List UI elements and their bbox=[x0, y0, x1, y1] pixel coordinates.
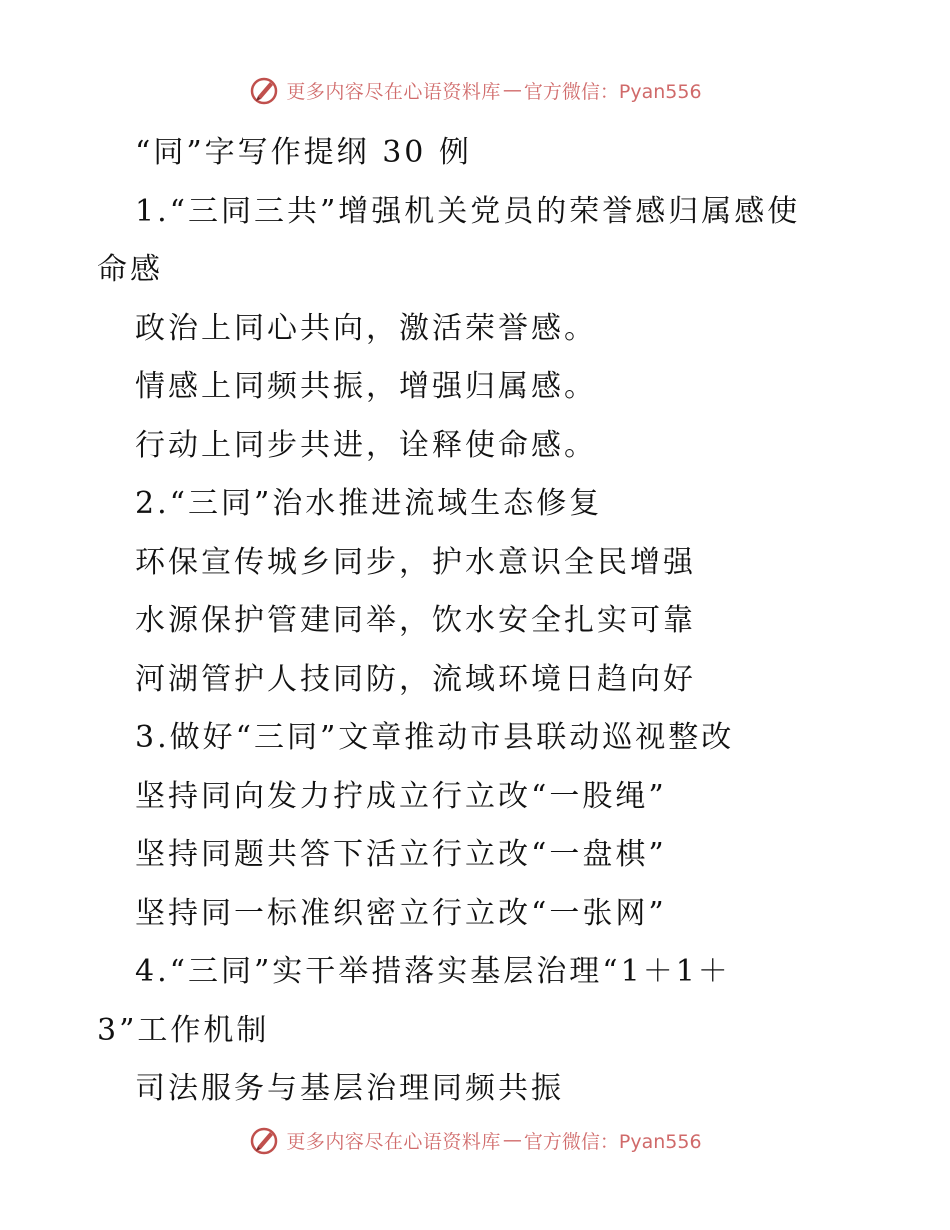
pen-logo-icon bbox=[248, 74, 280, 106]
footer-watermark bbox=[0, 1120, 950, 1160]
pen-logo-icon bbox=[248, 1124, 280, 1156]
document-body bbox=[97, 124, 867, 1119]
section-heading-1-continued: 命感 bbox=[97, 252, 163, 287]
outline-point: 坚持同一标准织密立行立改“一张网” bbox=[135, 895, 667, 931]
watermark-dash: — bbox=[502, 1129, 522, 1151]
watermark-contact: 官方微信：Pyan556 bbox=[523, 80, 702, 103]
section-heading-1: 1.“三同三共”增强机关党员的荣誉感归属感使 bbox=[135, 193, 801, 229]
outline-point: 司法服务与基层治理同频共振 bbox=[135, 1071, 564, 1106]
outline-point: 坚持同题共答下活立行立改“一盘棋” bbox=[135, 837, 667, 872]
outline-point: 政治上同心共向，激活荣誉感。 bbox=[135, 310, 597, 346]
document-title: “同”字写作提纲 30 例 bbox=[135, 135, 472, 170]
section-heading-4: 4.“三同”实干举措落实基层治理“1＋1＋ bbox=[135, 954, 731, 989]
outline-point: 环保宣传城乡同步，护水意识全民增强 bbox=[135, 544, 696, 580]
section-heading-2: 2.“三同”治水推进流域生态修复 bbox=[135, 486, 603, 521]
watermark-dash: — bbox=[502, 79, 522, 101]
outline-point: 坚持同向发力拧成立行立改“一股绳” bbox=[135, 778, 667, 814]
section-heading-4-continued: 3”工作机制 bbox=[97, 1012, 270, 1048]
header-watermark bbox=[0, 70, 950, 110]
section-heading-3: 3.做好“三同”文章推动市县联动巡视整改 bbox=[135, 720, 735, 755]
watermark-contact: 官方微信：Pyan556 bbox=[523, 1130, 702, 1153]
watermark-brand: 更多内容尽在心语资料库 bbox=[286, 1130, 501, 1153]
outline-point: 行动上同步共进，诠释使命感。 bbox=[135, 427, 597, 463]
outline-point: 情感上同频共振，增强归属感。 bbox=[135, 369, 597, 404]
outline-point: 河湖管护人技同防，流域环境日趋向好 bbox=[135, 661, 696, 697]
watermark-brand: 更多内容尽在心语资料库 bbox=[286, 80, 501, 103]
outline-point: 水源保护管建同举，饮水安全扎实可靠 bbox=[135, 603, 696, 638]
